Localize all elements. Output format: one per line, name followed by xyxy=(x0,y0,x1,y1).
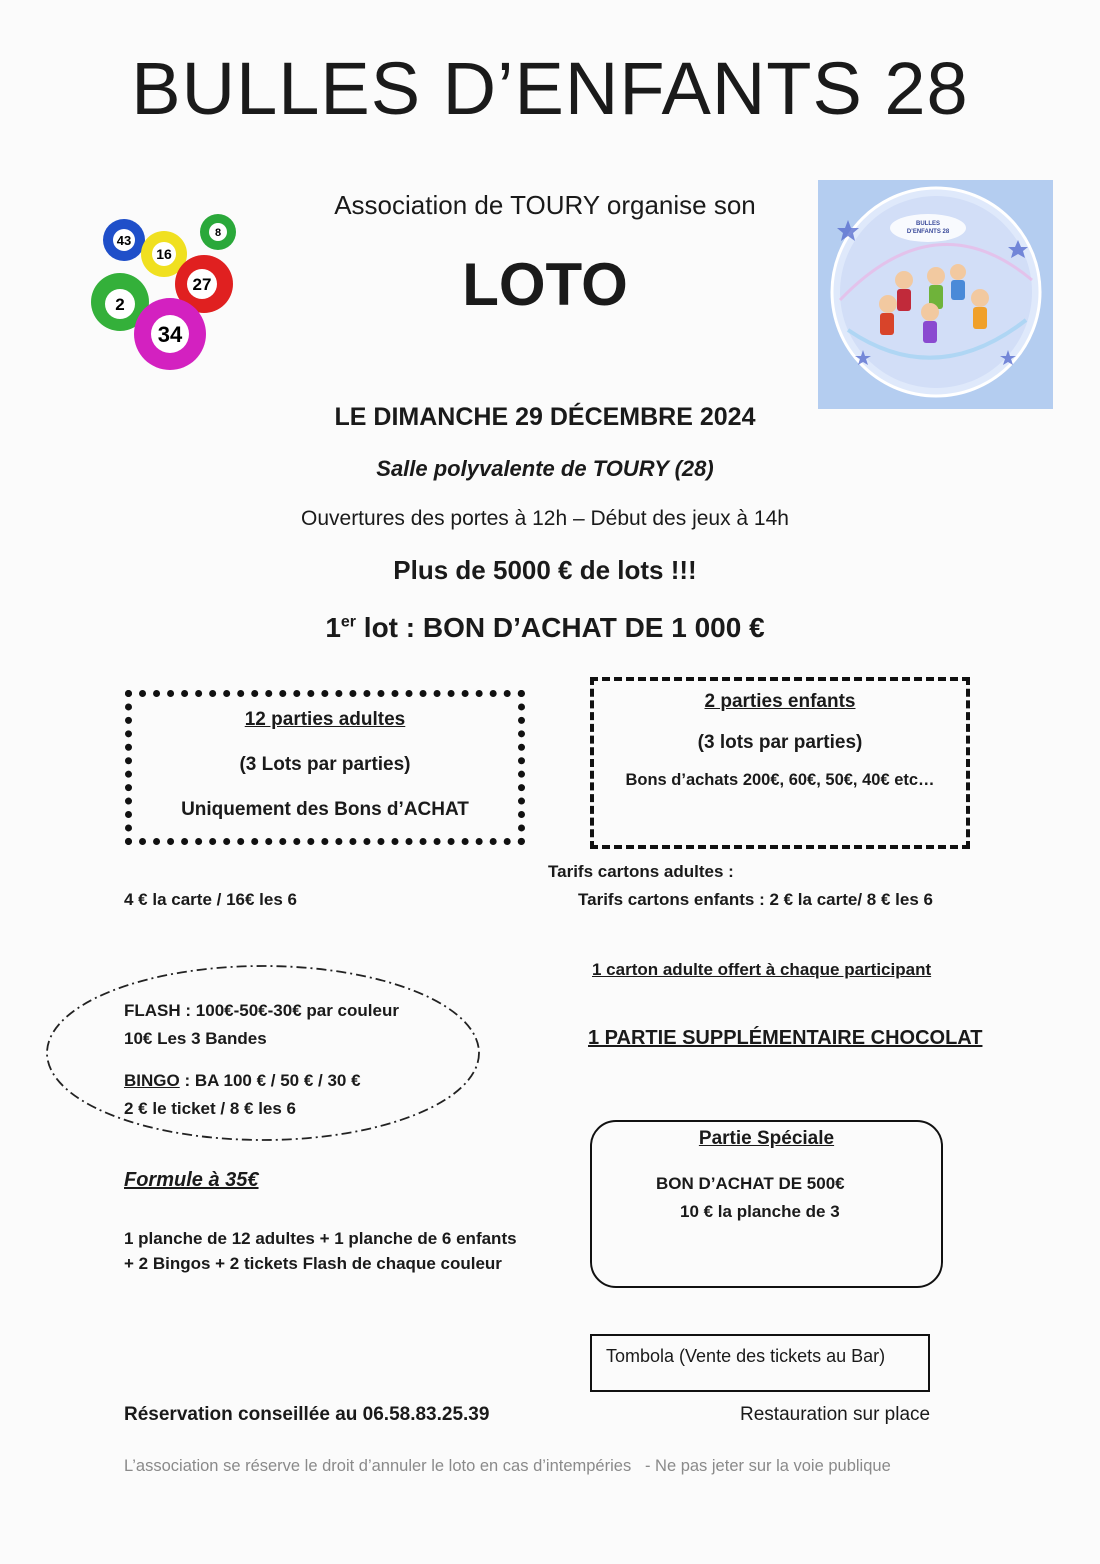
event-hours: Ouvertures des portes à 12h – Début des jeux à 14h xyxy=(301,507,789,530)
bingo-price: 2 € le ticket / 8 € les 6 xyxy=(124,1099,297,1118)
first-lot-ordinal: er xyxy=(340,613,357,631)
adult-card-price-label: Tarifs cartons adultes : xyxy=(548,862,734,881)
children-games-box xyxy=(590,677,970,849)
adult-games-title: 12 parties adultes xyxy=(244,709,406,730)
bingo-line xyxy=(124,1071,361,1091)
ball-number: 27 xyxy=(192,275,212,294)
children-games-title: 2 parties enfants xyxy=(704,691,856,712)
adult-games-box xyxy=(125,690,525,845)
ball-number: 43 xyxy=(116,233,132,248)
reservation-phone: Réservation conseillée au 06.58.83.25.39 xyxy=(124,1404,490,1425)
organizer-line: Association de TOURY organise son xyxy=(334,190,756,220)
flash-value: : 100€-50€-30€ par couleur xyxy=(180,1001,399,1020)
lottery-ball xyxy=(103,219,145,261)
first-lot xyxy=(170,612,920,644)
bingo-value: : BA 100 € / 50 € / 30 € xyxy=(179,1071,361,1090)
package-line-2: + 2 Bingos + 2 tickets Flash de chaque couleur xyxy=(124,1254,502,1273)
ball-number: 16 xyxy=(156,246,172,262)
special-game-price: 10 € la planche de 3 xyxy=(680,1202,840,1221)
children-games-lots: (3 lots par parties) xyxy=(697,732,863,753)
ball-number: 8 xyxy=(214,227,222,239)
flash-price: 10€ Les 3 Bandes xyxy=(124,1029,267,1048)
event-date: LE DIMANCHE 29 DÉCEMBRE 2024 xyxy=(334,403,756,431)
adult-games-lots: (3 Lots par parties) xyxy=(239,754,411,775)
lottery-balls-illustration xyxy=(88,208,248,376)
ball-number: 2 xyxy=(115,295,125,314)
bingo-label: BINGO xyxy=(124,1071,180,1090)
adult-card-price: 4 € la carte / 16€ les 6 xyxy=(124,890,297,909)
event-name: LOTO xyxy=(462,251,628,318)
ball-number: 34 xyxy=(157,322,183,347)
free-card-notice: 1 carton adulte offert à chaque participant xyxy=(592,960,932,979)
lottery-ball xyxy=(200,214,236,250)
children-games-desc: Bons d’achats 200€, 60€, 50€, 40€ etc… xyxy=(625,771,935,789)
logo-text-line2: D’ENFANTS 28 xyxy=(906,229,950,235)
first-lot-text: lot : BON D’ACHAT DE 1 000 € xyxy=(356,612,765,643)
association-logo-bubble xyxy=(818,180,1053,409)
flash-line xyxy=(124,1001,399,1021)
package-line-1: 1 planche de 12 adultes + 1 planche de 6 enfants xyxy=(124,1229,517,1248)
package-title: Formule à 35€ xyxy=(124,1169,259,1191)
special-game-title: Partie Spéciale xyxy=(698,1128,835,1149)
page-title: BULLES D’ENFANTS 28 xyxy=(131,47,969,130)
chocolate-game: 1 PARTIE SUPPLÉMENTAIRE CHOCOLAT xyxy=(588,1027,983,1049)
event-venue: Salle polyvalente de TOURY (28) xyxy=(376,456,714,481)
lottery-ball xyxy=(134,298,206,370)
flash-label: FLASH xyxy=(124,1001,181,1020)
catering-note: Restauration sur place xyxy=(740,1404,931,1425)
footer-disclaimer: L’association se réserve le droit d’annuler le loto en cas d’intempéries - Ne pas jeter sur la voie publique xyxy=(124,1457,891,1475)
first-lot-number: 1 xyxy=(325,612,341,643)
lots-total: Plus de 5000 € de lots !!! xyxy=(393,555,697,585)
logo-text-line1: BULLES xyxy=(916,221,940,227)
tombola-box xyxy=(590,1334,930,1392)
adult-games-desc: Uniquement des Bons d’ACHAT xyxy=(181,799,469,820)
special-game-prize: BON D’ACHAT DE 500€ xyxy=(656,1174,845,1193)
children-card-price: Tarifs cartons enfants : 2 € la carte/ 8 € les 6 xyxy=(578,890,933,909)
special-game-box xyxy=(590,1120,943,1288)
tombola-text: Tombola (Vente des tickets au Bar) xyxy=(606,1346,886,1366)
